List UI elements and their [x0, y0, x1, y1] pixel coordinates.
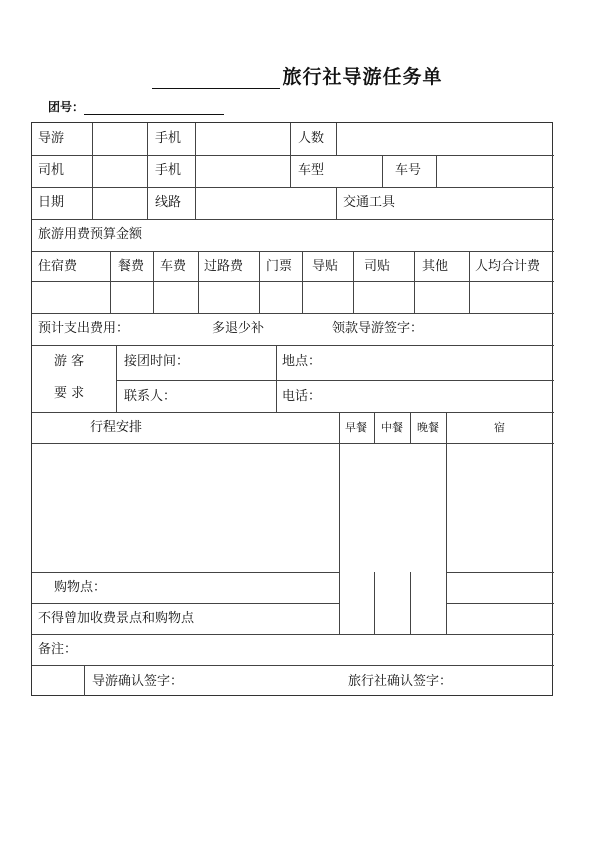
col-line [276, 345, 277, 412]
col-line [84, 665, 85, 696]
team-number-label: 团号： [48, 100, 85, 114]
row-line [32, 443, 554, 444]
row-line [32, 155, 554, 156]
date-label: 日期 [38, 195, 65, 210]
driver-label: 司机 [38, 163, 65, 178]
expected-cost-label: 预计支出费用： [38, 321, 130, 336]
budget-header-guide-allowance: 导贴 [312, 259, 339, 274]
budget-header-tolls: 过路费 [204, 259, 244, 274]
col-line [110, 251, 111, 313]
guide-confirm-label: 导游确认签字： [92, 674, 184, 689]
row-line [32, 603, 339, 604]
col-line [147, 123, 148, 219]
pickup-time-label: 接团时间： [124, 354, 190, 369]
title-text: 旅行社导游任务单 [282, 66, 443, 88]
budget-header-per-person-total: 人均合计费 [475, 259, 541, 274]
budget-header-meals: 餐费 [118, 259, 145, 274]
itinerary-label: 行程安排 [90, 420, 143, 435]
contact-label: 联系人： [124, 389, 177, 404]
shopping-label: 购物点： [54, 580, 107, 595]
lodging-label: 宿 [494, 421, 505, 434]
dinner-label: 晚餐 [417, 421, 439, 434]
phone-label: 手机 [155, 163, 182, 178]
col-line [259, 251, 260, 313]
col-line [374, 412, 375, 444]
col-line [339, 412, 340, 634]
breakfast-label: 早餐 [345, 421, 367, 434]
vehicle-type-label: 车型 [298, 163, 325, 178]
refund-note: 多退少补 [212, 321, 265, 336]
col-line [410, 572, 411, 634]
row-line [446, 603, 554, 604]
col-line [116, 345, 117, 412]
agency-confirm-label: 旅行社确认签字： [348, 674, 453, 689]
col-line [374, 572, 375, 634]
guest-requirement-label-line2: 要 求 [54, 386, 85, 401]
team-number-line[interactable] [84, 100, 224, 115]
row-line [32, 572, 339, 573]
tel-label: 电话： [282, 389, 322, 404]
budget-header-other: 其他 [422, 259, 449, 274]
col-line [290, 123, 291, 187]
phone-label: 手机 [155, 131, 182, 146]
col-line [446, 412, 447, 634]
row-line [32, 665, 554, 666]
row-line [32, 634, 554, 635]
guide-label: 导游 [38, 131, 65, 146]
budget-header-driver-allowance: 司贴 [364, 259, 391, 274]
budget-header-tickets: 门票 [266, 259, 293, 274]
row-line [32, 187, 554, 188]
no-extra-charge-note: 不得曾加收费景点和购物点 [38, 611, 195, 626]
col-line [302, 251, 303, 313]
row-line [32, 313, 554, 314]
transport-label: 交通工具 [343, 195, 396, 210]
col-line [469, 251, 470, 313]
col-line [336, 123, 337, 155]
task-form-table [31, 122, 553, 696]
col-line [414, 251, 415, 313]
route-label: 线路 [155, 195, 182, 210]
remarks-label: 备注： [38, 642, 78, 657]
col-line [336, 187, 337, 219]
row-line [32, 219, 554, 220]
location-label: 地点： [282, 354, 322, 369]
col-line [92, 123, 93, 219]
row-line [32, 345, 554, 346]
advance-sign-label: 领款导游签字： [332, 321, 424, 336]
col-line [153, 251, 154, 313]
col-line [198, 251, 199, 313]
lunch-label: 中餐 [381, 421, 403, 434]
title-blank-line[interactable] [152, 68, 280, 89]
col-line [410, 412, 411, 444]
team-number-field[interactable] [48, 98, 224, 115]
row-line [116, 380, 554, 381]
col-line [436, 155, 437, 187]
col-line [382, 155, 383, 187]
row-line [32, 412, 554, 413]
row-line [446, 572, 554, 573]
budget-header-lodging: 住宿费 [38, 259, 78, 274]
col-line [353, 251, 354, 313]
col-line [195, 123, 196, 219]
people-count-label: 人数 [298, 131, 325, 146]
budget-title: 旅游用费预算金额 [38, 227, 143, 242]
form-title [0, 62, 595, 89]
budget-header-vehicle: 车费 [160, 259, 187, 274]
plate-number-label: 车号 [395, 163, 422, 178]
guest-requirement-label-line1: 游 客 [54, 354, 85, 369]
